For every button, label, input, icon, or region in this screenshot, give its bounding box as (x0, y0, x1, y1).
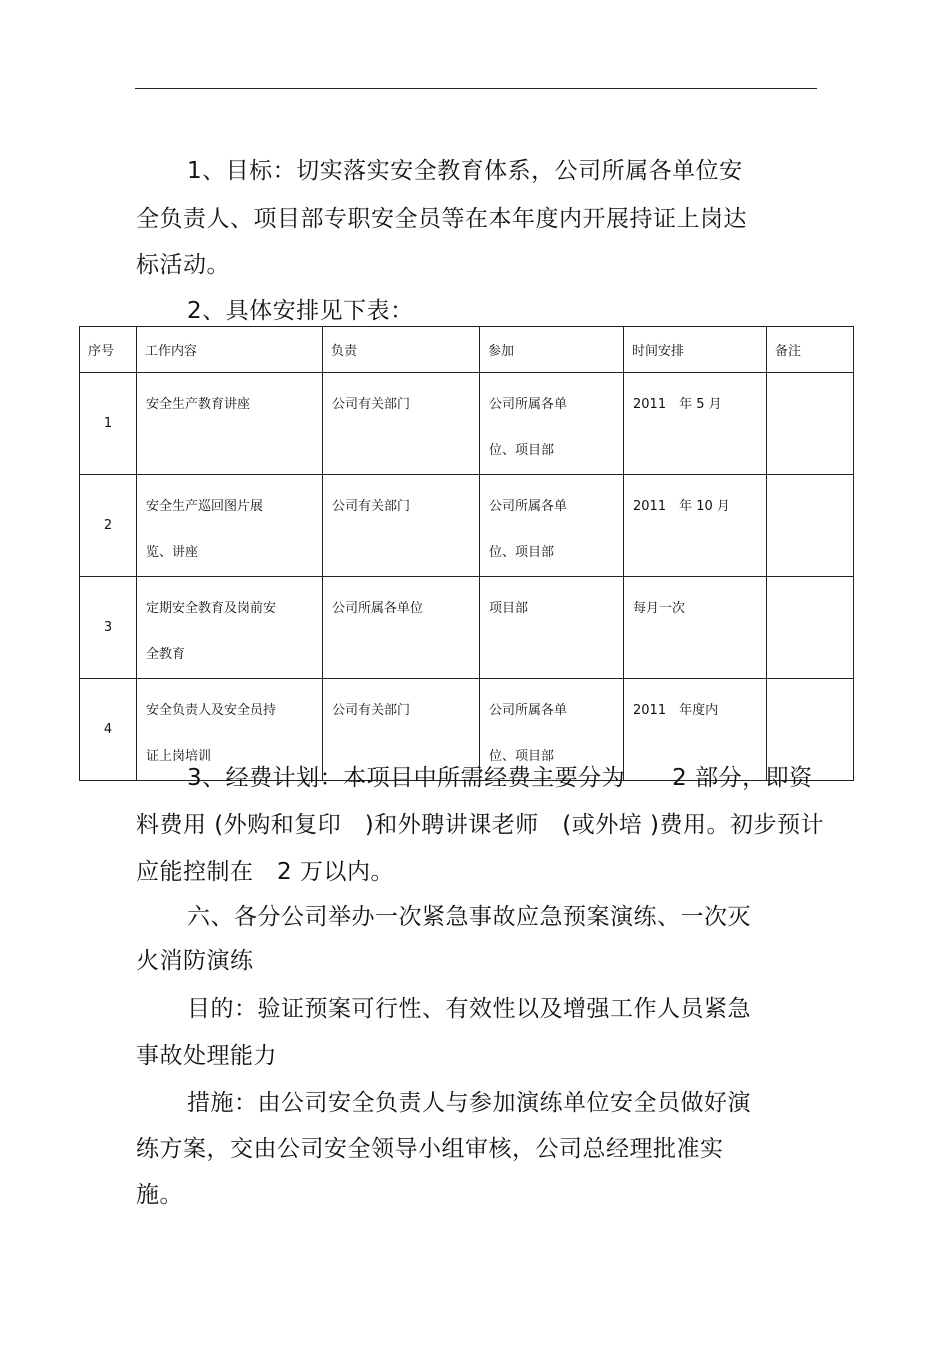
para-measure-line2: 练方案，交由公司安全领导小组审核，公司总经理批准实 (136, 1136, 724, 1162)
participants-line2: 位、项目部 (489, 545, 555, 560)
participants-line2: 位、项目部 (489, 749, 555, 764)
work-content-line2: 览、讲座 (146, 545, 199, 560)
owner-text: 公司有关部门 (332, 703, 411, 718)
header-rule (135, 88, 817, 89)
time-cell (624, 373, 767, 475)
note-cell (767, 373, 854, 475)
para-goal-line1: 1、目标：切实落实安全教育体系，公司所属各单位安 (187, 158, 743, 184)
work-content-line1: 安全生产巡回图片展 (146, 499, 264, 514)
time-text: 2011 年 5 月 (633, 397, 722, 412)
para-drill-line1: 六、各分公司举办一次紧急事故应急预案演练、一次灭 (187, 904, 751, 930)
participants-cell (480, 577, 624, 679)
para-purpose-line1: 目的：验证预案可行性、有效性以及增强工作人员紧急 (187, 996, 751, 1022)
table-row (80, 577, 854, 679)
row-number: 4 (80, 679, 137, 781)
owner-text: 公司有关部门 (332, 499, 411, 514)
participants-line1: 公司所属各单 (489, 499, 568, 514)
para-measure-line3: 施。 (136, 1182, 183, 1208)
work-content-cell (137, 577, 323, 679)
owner-text: 公司所属各单位 (332, 601, 424, 616)
header-cell: 工作内容 (137, 327, 323, 373)
work-content-line2: 全教育 (146, 647, 186, 662)
para-measure-line1: 措施：由公司安全负责人与参加演练单位安全员做好演 (187, 1090, 751, 1116)
table-row (80, 373, 854, 475)
participants-line2: 位、项目部 (489, 443, 555, 458)
header-cell: 序号 (80, 327, 137, 373)
para-drill-line2: 火消防演练 (136, 948, 254, 974)
header-cell: 参加 (480, 327, 624, 373)
participants-line1: 项目部 (489, 601, 529, 616)
participants-line1: 公司所属各单 (489, 703, 568, 718)
participants-cell (480, 373, 624, 475)
header-cell: 备注 (767, 327, 854, 373)
participants-cell (480, 475, 624, 577)
para-budget-line1: 3、经费计划：本项目中所需经费主要分为 2 部分，即资 (187, 765, 813, 791)
time-text: 每月一次 (633, 601, 686, 616)
time-text: 2011 年 10 月 (633, 499, 730, 514)
header-cell: 负责 (323, 327, 480, 373)
work-content-cell (137, 373, 323, 475)
para-purpose-line2: 事故处理能力 (136, 1043, 277, 1069)
para-arrangement: 2、具体安排见下表： (187, 298, 414, 324)
table-row (80, 475, 854, 577)
owner-cell (323, 475, 480, 577)
work-content-cell (137, 475, 323, 577)
para-goal-line2: 全负责人、项目部专职安全员等在本年度内开展持证上岗达 (136, 206, 747, 232)
owner-text: 公司有关部门 (332, 397, 411, 412)
owner-cell (323, 577, 480, 679)
work-content-line2: 证上岗培训 (146, 749, 212, 764)
work-content-line1: 定期安全教育及岗前安 (146, 601, 277, 616)
time-text: 2011 年度内 (633, 703, 719, 718)
time-cell (624, 475, 767, 577)
note-cell (767, 475, 854, 577)
note-cell (767, 577, 854, 679)
para-budget-line3: 应能控制在 2 万以内。 (136, 859, 394, 885)
time-cell (624, 577, 767, 679)
work-content-line1: 安全负责人及安全员持 (146, 703, 277, 718)
header-cell: 时间安排 (624, 327, 767, 373)
work-content-line1: 安全生产教育讲座 (146, 397, 251, 412)
schedule-table (79, 326, 854, 781)
row-number: 3 (80, 577, 137, 679)
para-goal-line3: 标活动。 (136, 252, 230, 278)
owner-cell (323, 373, 480, 475)
row-number: 1 (80, 373, 137, 475)
participants-line1: 公司所属各单 (489, 397, 568, 412)
para-budget-line2: 料费用 (外购和复印 )和外聘讲课老师 (或外培 )费用。初步预计 (136, 812, 825, 838)
row-number: 2 (80, 475, 137, 577)
